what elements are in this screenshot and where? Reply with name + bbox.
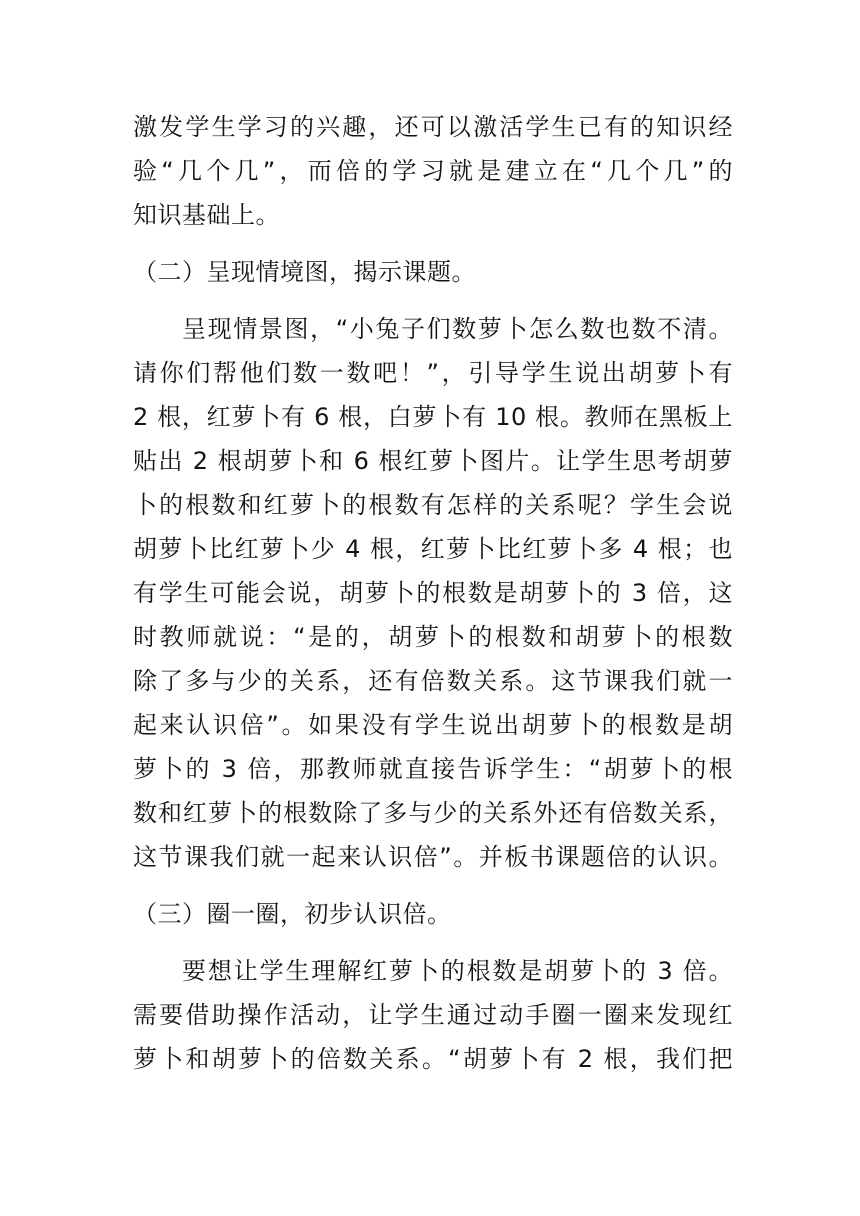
paragraph-2-line-4: 贴出 2 根胡萝卜和 6 根红萝卜图片。让学生思考胡萝	[133, 447, 733, 475]
paragraph-2-line-6: 胡萝卜比红萝卜少 4 根，红萝卜比红萝卜多 4 根；也	[133, 535, 733, 563]
section-heading-2: （二）呈现情境图，揭示课题。	[133, 258, 476, 286]
paragraph-1-line-3: 知识基础上。	[133, 201, 280, 229]
paragraph-3-line-3: 萝卜和胡萝卜的倍数关系。“胡萝卜有 2 根，我们把	[133, 1045, 733, 1073]
paragraph-1-line-2: 验“几个几”，而倍的学习就是建立在“几个几”的	[133, 157, 733, 185]
paragraph-2-line-2: 请你们帮他们数一数吧！”，引导学生说出胡萝卜有	[133, 359, 733, 387]
paragraph-2-line-10: 起来认识倍”。如果没有学生说出胡萝卜的根数是胡	[133, 711, 733, 739]
paragraph-2-line-8: 时教师就说：“是的，胡萝卜的根数和胡萝卜的根数	[133, 623, 733, 651]
paragraph-1-line-1: 激发学生学习的兴趣，还可以激活学生已有的知识经	[133, 113, 733, 141]
paragraph-2-line-9: 除了多与少的关系，还有倍数关系。这节课我们就一	[133, 667, 733, 695]
paragraph-3-line-2: 需要借助操作活动，让学生通过动手圈一圈来发现红	[133, 1001, 733, 1029]
paragraph-2-line-13: 这节课我们就一起来认识倍”。并板书课题倍的认识。	[133, 843, 733, 871]
paragraph-2-line-1: 呈现情景图，“小兔子们数萝卜怎么数也数不清。	[182, 315, 733, 343]
paragraph-2-line-12: 数和红萝卜的根数除了多与少的关系外还有倍数关系，	[133, 799, 733, 827]
paragraph-3-line-1: 要想让学生理解红萝卜的根数是胡萝卜的 3 倍。	[182, 957, 733, 985]
paragraph-2-line-5: 卜的根数和红萝卜的根数有怎样的关系呢？学生会说	[133, 491, 733, 519]
section-heading-3: （三）圈一圈，初步认识倍。	[133, 900, 452, 928]
paragraph-2-line-7: 有学生可能会说，胡萝卜的根数是胡萝卜的 3 倍，这	[133, 579, 733, 607]
paragraph-2-line-3: 2 根，红萝卜有 6 根，白萝卜有 10 根。教师在黑板上	[133, 403, 733, 431]
paragraph-2-line-11: 萝卜的 3 倍，那教师就直接告诉学生：“胡萝卜的根	[133, 755, 733, 783]
